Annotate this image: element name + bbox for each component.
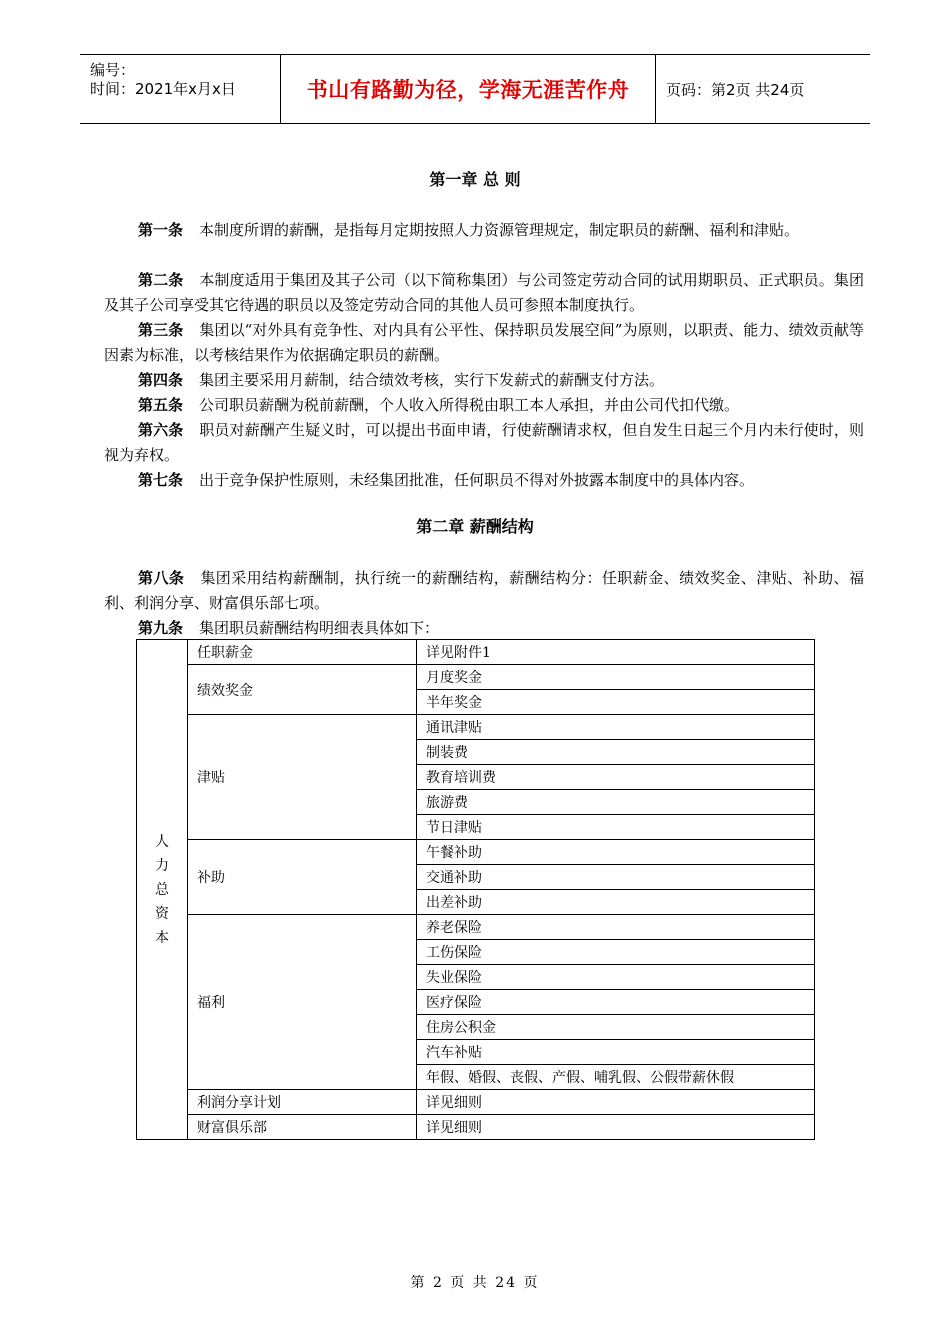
item-cell: 年假、婚假、丧假、产假、哺乳假、公假带薪休假 [417, 1065, 815, 1090]
group-name: 财富俱乐部 [188, 1115, 417, 1140]
header-motto: 书山有路勤为径，学海无涯苦作舟 [280, 55, 656, 123]
chapter-2-title: 第二章 薪酬结构 [416, 517, 534, 536]
item-cell: 交通补助 [417, 865, 815, 890]
table-row [137, 840, 815, 865]
item-cell: 节日津贴 [417, 815, 815, 840]
header-page-code: 页码：第2页 共24页 [666, 80, 805, 99]
item-cell: 详见附件1 [417, 640, 815, 665]
item-cell: 详见细则 [417, 1115, 815, 1140]
group-name: 绩效奖金 [188, 665, 417, 715]
article-number: 第二条 [138, 271, 184, 289]
article-7 [104, 468, 864, 493]
group-name: 补助 [188, 840, 417, 915]
group-name: 任职薪金 [188, 640, 417, 665]
article-text: 本制度所谓的薪酬，是指每月定期按照人力资源管理规定，制定职员的薪酬、福利和津贴。 [199, 221, 800, 239]
article-text: 集团职员薪酬结构明细表具体如下： [199, 619, 440, 637]
number-label: 编号： [90, 61, 136, 79]
article-6 [104, 418, 864, 468]
article-2 [104, 268, 864, 318]
article-text: 集团采用结构薪酬制，执行统一的薪酬结构，薪酬结构分：任职薪金、绩效奖金、津贴、补助、福利、利润分享、财富俱乐部七项。 [104, 569, 864, 612]
item-cell: 旅游费 [417, 790, 815, 815]
article-3 [104, 318, 864, 368]
side-label: 人 力 总 资 本 [155, 833, 169, 946]
item-cell: 详见细则 [417, 1090, 815, 1115]
table-row [137, 915, 815, 940]
item-cell: 月度奖金 [417, 665, 815, 690]
article-9 [104, 616, 864, 641]
article-number: 第三条 [138, 321, 184, 339]
item-cell: 午餐补助 [417, 840, 815, 865]
table-row [137, 640, 815, 665]
article-text: 本制度适用于集团及其子公司（以下简称集团）与公司签定劳动合同的试用期职员、正式职员。集团及其子公司享受其它待遇的职员以及签定劳动合同的其他人员可参照本制度执行。 [104, 271, 864, 314]
item-cell: 失业保险 [417, 965, 815, 990]
article-number: 第四条 [138, 371, 184, 389]
article-text: 公司职员薪酬为税前薪酬，个人收入所得税由职工本人承担，并由公司代扣代缴。 [199, 396, 740, 414]
salary-structure-table [136, 639, 815, 1140]
item-cell: 制装费 [417, 740, 815, 765]
chapter-1-title: 第一章 总 则 [429, 170, 521, 189]
article-number: 第八条 [138, 569, 185, 587]
table-row [137, 715, 815, 740]
page-header [80, 54, 870, 124]
page-footer: 第 2 页 共 24 页 [410, 1275, 540, 1291]
article-text: 集团以“对外具有竞争性、对内具有公平性、保持职员发展空间”为原则，以职责、能力、绩效贡献等因素为标准，以考核结果作为依据确定职员的薪酬。 [104, 321, 864, 364]
group-name: 津贴 [188, 715, 417, 840]
table-row [137, 1090, 815, 1115]
article-5 [104, 393, 864, 418]
article-4 [104, 368, 864, 393]
item-cell: 住房公积金 [417, 1015, 815, 1040]
article-1 [104, 218, 864, 243]
group-name: 利润分享计划 [188, 1090, 417, 1115]
article-text: 出于竞争保护性原则，未经集团批准，任何职员不得对外披露本制度中的具体内容。 [199, 471, 755, 489]
table-row [137, 1115, 815, 1140]
item-cell: 养老保险 [417, 915, 815, 940]
item-cell: 医疗保险 [417, 990, 815, 1015]
item-cell: 通讯津贴 [417, 715, 815, 740]
table-row [137, 665, 815, 690]
article-number: 第七条 [138, 471, 184, 489]
item-cell: 半年奖金 [417, 690, 815, 715]
item-cell: 教育培训费 [417, 765, 815, 790]
item-cell: 工伤保险 [417, 940, 815, 965]
article-number: 第五条 [138, 396, 184, 414]
item-cell: 出差补助 [417, 890, 815, 915]
article-number: 第九条 [138, 619, 184, 637]
article-text: 职员对薪酬产生疑义时，可以提出书面申请，行使薪酬请求权，但自发生日起三个月内未行使时，则视为弃权。 [104, 421, 864, 464]
group-name: 福利 [188, 915, 417, 1090]
article-text: 集团主要采用月薪制，结合绩效考核，实行下发薪式的薪酬支付方法。 [199, 371, 665, 389]
article-number: 第一条 [138, 221, 184, 239]
side-label-cell [137, 640, 188, 1140]
header-meta [80, 55, 280, 123]
item-cell: 汽车补贴 [417, 1040, 815, 1065]
time-label: 时间：2021年x月x日 [90, 80, 236, 98]
article-number: 第六条 [138, 421, 184, 439]
article-8 [104, 566, 864, 616]
